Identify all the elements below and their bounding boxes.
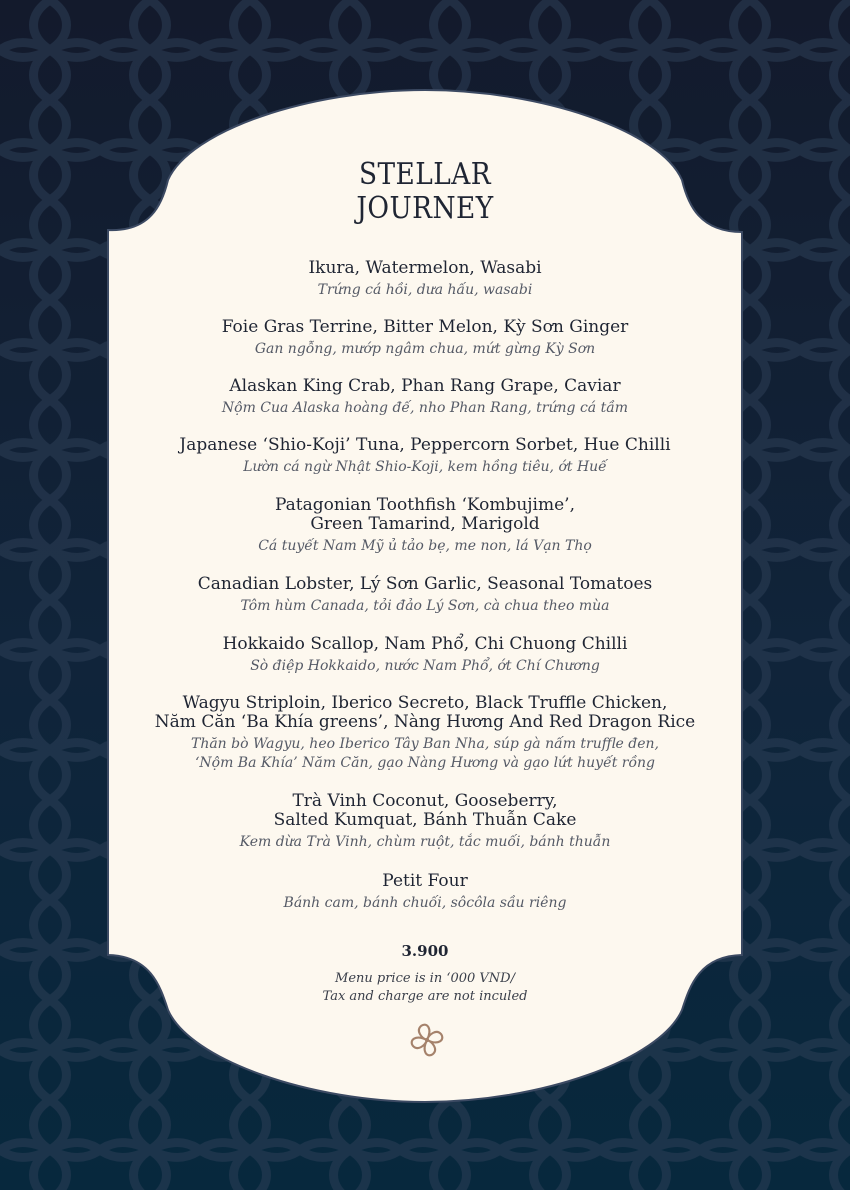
course-description-vi: Tôm hùm Canada, tỏi đảo Lý Sơn, cà chua theo mùa: [240, 598, 610, 614]
course-item: [130, 259, 720, 300]
course-item: [130, 377, 720, 418]
price-note: [130, 970, 720, 1006]
course-description-vi: Bánh cam, bánh chuối, sôcôla sầu riêng: [283, 895, 567, 911]
course-name: Trà Vinh Coconut, Gooseberry, Salted Kumquat, Bánh Thuẫn Cake: [273, 791, 577, 830]
course-item: [130, 436, 720, 477]
course-name: Japanese ‘Shio-Koji’ Tuna, Peppercorn Sorbet, Hue Chilli: [179, 435, 671, 455]
course-description-vi: Cá tuyết Nam Mỹ ủ tảo bẹ, me non, lá Vạn Thọ: [258, 538, 592, 554]
course-name: Patagonian Toothfish ‘Kombujime’, Green Tamarind, Marigold: [275, 495, 575, 534]
menu-price: 3.900: [401, 942, 449, 960]
course-name: Wagyu Striploin, Iberico Secreto, Black Truffle Chicken, Năm Căn ‘Ba Khía greens’, Nàng Hương And Red Dragon Rice: [154, 693, 696, 732]
course-description-vi: Lườn cá ngừ Nhật Shio-Koji, kem hồng tiêu, ớt Huế: [243, 459, 607, 475]
course-name: Alaskan King Crab, Phan Rang Grape, Caviar: [229, 376, 621, 396]
course-item: [130, 872, 720, 913]
course-item: [130, 575, 720, 616]
course-item: [130, 792, 720, 852]
title-line-2: JOURNEY: [356, 191, 494, 226]
price-note-line-1: Menu price is in ‘000 VND/: [335, 971, 515, 986]
course-name: Hokkaido Scallop, Nam Phổ, Chi Chuong Chilli: [222, 634, 628, 654]
course-description-vi: Nộm Cua Alaska hoàng đế, nho Phan Rang, trứng cá tầm: [221, 400, 629, 416]
course-description-vi: Gan ngỗng, mướp ngâm chua, mứt gừng Kỳ Sơn: [254, 341, 596, 357]
title-line-1: STELLAR: [358, 157, 492, 192]
course-name: Petit Four: [382, 871, 468, 891]
price-note-line-2: Tax and charge are not inculed: [322, 989, 528, 1004]
course-name: Foie Gras Terrine, Bitter Melon, Kỳ Sơn Ginger: [221, 317, 629, 337]
course-description-vi: Trứng cá hồi, dưa hấu, wasabi: [317, 282, 533, 298]
course-item: [130, 694, 720, 773]
course-name: Canadian Lobster, Lý Sơn Garlic, Seasonal Tomatoes: [197, 574, 653, 594]
course-name: Ikura, Watermelon, Wasabi: [308, 258, 542, 278]
menu-title: [130, 158, 720, 226]
course-item: [130, 496, 720, 556]
course-description-vi: Sò điệp Hokkaido, nước Nam Phổ, ớt Chí Chương: [250, 658, 600, 674]
course-item: [130, 318, 720, 359]
course-description-vi: Kem dừa Trà Vinh, chùm ruột, tắc muối, bánh thuẫn: [239, 834, 611, 850]
four-petal-knot-icon: [408, 1021, 446, 1059]
course-item: [130, 635, 720, 676]
course-description-vi: Thăn bò Wagyu, heo Iberico Tây Ban Nha, súp gà nấm truffle đen, ‘Nộm Ba Khía’ Năm Căn, gạo Nàng Hương và gạo lứt huyết rồng: [190, 736, 659, 771]
